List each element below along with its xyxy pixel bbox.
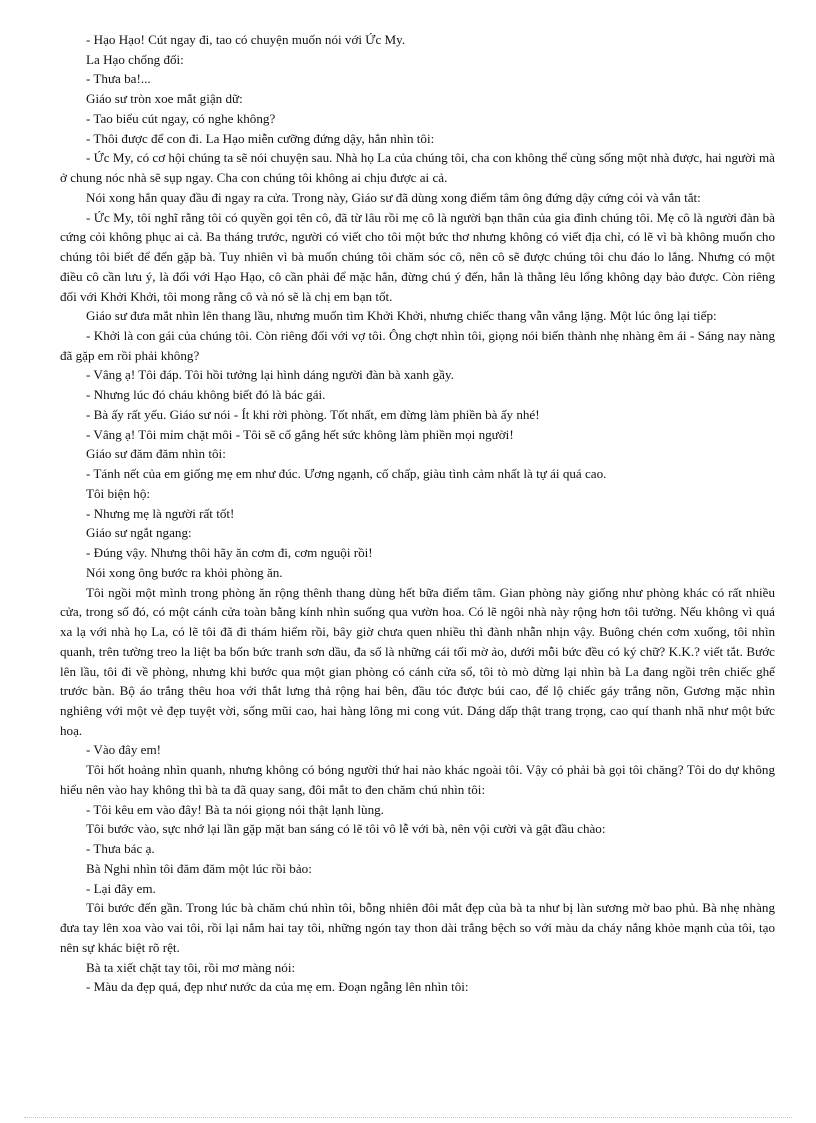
paragraph: Giáo sư tròn xoe mắt giận dữ: bbox=[86, 91, 243, 107]
paragraph: - Tao biểu cút ngay, có nghe không? bbox=[86, 110, 276, 126]
paragraph: - Thưa bác ạ. bbox=[86, 841, 155, 857]
paragraph: - Hạo Hạo! Cút ngay đi, tao có chuyện muốn nói với Ức My. bbox=[86, 32, 406, 47]
document-page bbox=[60, 30, 775, 997]
paragraph: - Nhưng mẹ là người rất tốt! bbox=[86, 505, 235, 521]
paragraph: - Tánh nết của em giống mẹ em như đúc. Ương ngạnh, cố chấp, giàu tình cảm nhất là tự ái quá cao. bbox=[86, 466, 607, 482]
paragraph: Giáo sư đăm đăm nhìn tôi: bbox=[86, 446, 226, 462]
paragraph: - Vâng ạ! Tôi mỉm chặt môi - Tôi sẽ cố gắng hết sức không làm phiền mọi người! bbox=[86, 426, 514, 442]
paragraph: - Ức My, có cơ hội chúng ta sẽ nói chuyện sau. Nhà họ La của chúng tôi, cha con không thể cùng sống một nhà được, hai người mà ở chung nóc nhà sẽ sụp ngay. Cha con chúng tôi không ai chịu được ai cả. bbox=[60, 150, 775, 186]
paragraph: Giáo sư đưa mắt nhìn lên thang lầu, nhưng muốn tìm Khởi Khởi, nhưng chiếc thang vẫn vắng lặng. Một lúc ông lại tiếp: bbox=[86, 308, 717, 324]
paragraph: - Vào đây em! bbox=[86, 742, 162, 758]
paragraph: Giáo sư ngắt ngang: bbox=[86, 525, 192, 541]
paragraph: La Hạo chống đối: bbox=[86, 51, 184, 67]
paragraph: - Ức My, tôi nghĩ rằng tôi có quyền gọi tên cô, đã từ lâu rồi mẹ cô là người bạn thân của gia đình chúng tôi. Mẹ cô là người đàn bà cứng cỏi không phục ai cả. Ba tháng trước, người có viết cho tôi một bức thơ nhưng không có viết địa chỉ, có lẽ vì bà không muốn cho chúng tôi biết để đến gặp bà. Tuy nhiên vì bà muốn chúng tôi chăm sóc cô, nên cô sẽ được chúng tôi chu đáo lo lắng. Nhưng có một điều cô cần lưu ý, là đối với Hạo Hạo, cô cần phải để mặc hắn, đừng chú ý đến, hắn là thằng lêu lổng không dạy bảo được. Còn riêng đối với Khởi Khởi, tôi mong rằng cô và nó sẽ là chị em bạn tốt. bbox=[60, 209, 775, 304]
paragraph: Nói xong hắn quay đầu đi ngay ra cửa. Trong này, Giáo sư đã dùng xong điểm tâm ông đứng dậy cứng cỏi và vắn tắt: bbox=[86, 189, 701, 205]
paragraph: - Thưa ba!... bbox=[86, 71, 151, 87]
paragraph: - Nhưng lúc đó cháu không biết đó là bác gái. bbox=[86, 387, 326, 403]
paragraph: - Thôi được để con đi. La Hạo miễn cưỡng đứng dậy, hắn nhìn tôi: bbox=[86, 130, 435, 146]
paragraph: - Bà ấy rất yếu. Giáo sư nói - Ít khi rời phòng. Tốt nhất, em đừng làm phiền bà ấy nhé! bbox=[86, 406, 540, 422]
paragraph: - Khởi là con gái của chúng tôi. Còn riêng đối với vợ tôi. Ông chợt nhìn tôi, giọng nói biến thành nhẹ nhàng êm ái - Sáng nay nàng đã gặp em rồi phải không? bbox=[60, 328, 775, 363]
paragraph: Tôi hốt hoảng nhìn quanh, nhưng không có bóng người thứ hai nào khác ngoài tôi. Vậy có phải bà gọi tôi chăng? Tôi do dự không hiểu nên vào hay không thì bà ta đã quay sang, đôi mắt to đen chăm chú nhìn tôi: bbox=[60, 762, 775, 797]
paragraph: - Đúng vậy. Nhưng thôi hãy ăn cơm đi, cơm nguội rồi! bbox=[86, 545, 373, 561]
paragraph: Tôi ngồi một mình trong phòng ăn rộng thênh thang dùng hết bữa điểm tâm. Gian phòng này giống như phòng khác có rất nhiều cửa, trong số đó, có một cánh cửa toàn bằng kính nhìn suống qua vườn hoa. Có lẽ ngôi nhà này rộng hơn tôi tưởng. Nếu không vì quá xa lạ với nhà họ La, có lẽ tôi đã đi thám hiểm rồi, bây giờ chưa quen nhiều thì đành nhẫn nhịn vậy. Buông chén cơm xuống, tôi nhìn quanh, trên tường treo la liệt ba bốn bức tranh sơn dầu, đa số là những cái tối mờ ảo, dưới mỗi bức đều có ký chữ? K.K.? viết tắt. Bước lên lầu, tôi đi về phòng, nhưng khi bước qua một gian phòng có cánh cửa sổ, tôi tò mò dừng lại nhìn bà La đang ngồi trên chiếc ghế trước bàn. Bộ áo trắng thêu hoa với thắt lưng thả rộng hai bên, đầu tóc được búi cao, để lộ chiếc gáy trắng nõn, Gương mặc nhìn nghiêng với một vẻ đẹp tuyệt vời, sống mũi cao, hai hàng lông mi cong vút. Dáng dấp thật trang trọng, cao quí thanh nhã như một bức hoạ. bbox=[60, 584, 775, 738]
page-bottom-divider bbox=[24, 1117, 792, 1118]
paragraph: - Vâng ạ! Tôi đáp. Tôi hồi tưởng lại hình dáng người đàn bà xanh gầy. bbox=[86, 367, 454, 383]
paragraph: - Màu da đẹp quá, đẹp như nước da của mẹ em. Đoạn ngẫng lên nhìn tôi: bbox=[86, 979, 469, 995]
paragraph: Tôi biện hộ: bbox=[86, 485, 151, 501]
paragraph: - Lại đây em. bbox=[86, 880, 156, 896]
paragraph: - Tôi kêu em vào đây! Bà ta nói giọng nói thật lạnh lùng. bbox=[86, 801, 384, 817]
paragraph: Tôi bước vào, sực nhớ lại lần gặp mặt ban sáng có lẽ tôi vô lễ với bà, nên vội cười và gật đầu chào: bbox=[86, 821, 606, 837]
paragraph: Bà Nghi nhìn tôi đăm đăm một lúc rồi bảo: bbox=[86, 860, 312, 876]
paragraph: Tôi bước đến gần. Trong lúc bà chăm chú nhìn tôi, bỗng nhiên đôi mắt đẹp của bà ta như bị làn sương mờ bao phủ. Bà nhẹ nhàng đưa tay lên xoa vào vai tôi, rồi lại nắm hai tay tôi, những ngón tay thon dài trắng bệch so với màu da cháy nắng khỏe mạnh của tôi, tạo nên sự khác biệt rõ rệt. bbox=[60, 900, 775, 955]
paragraph: Bà ta xiết chặt tay tôi, rồi mơ màng nói: bbox=[86, 959, 296, 975]
paragraph: Nói xong ông bước ra khỏi phòng ăn. bbox=[86, 564, 283, 580]
